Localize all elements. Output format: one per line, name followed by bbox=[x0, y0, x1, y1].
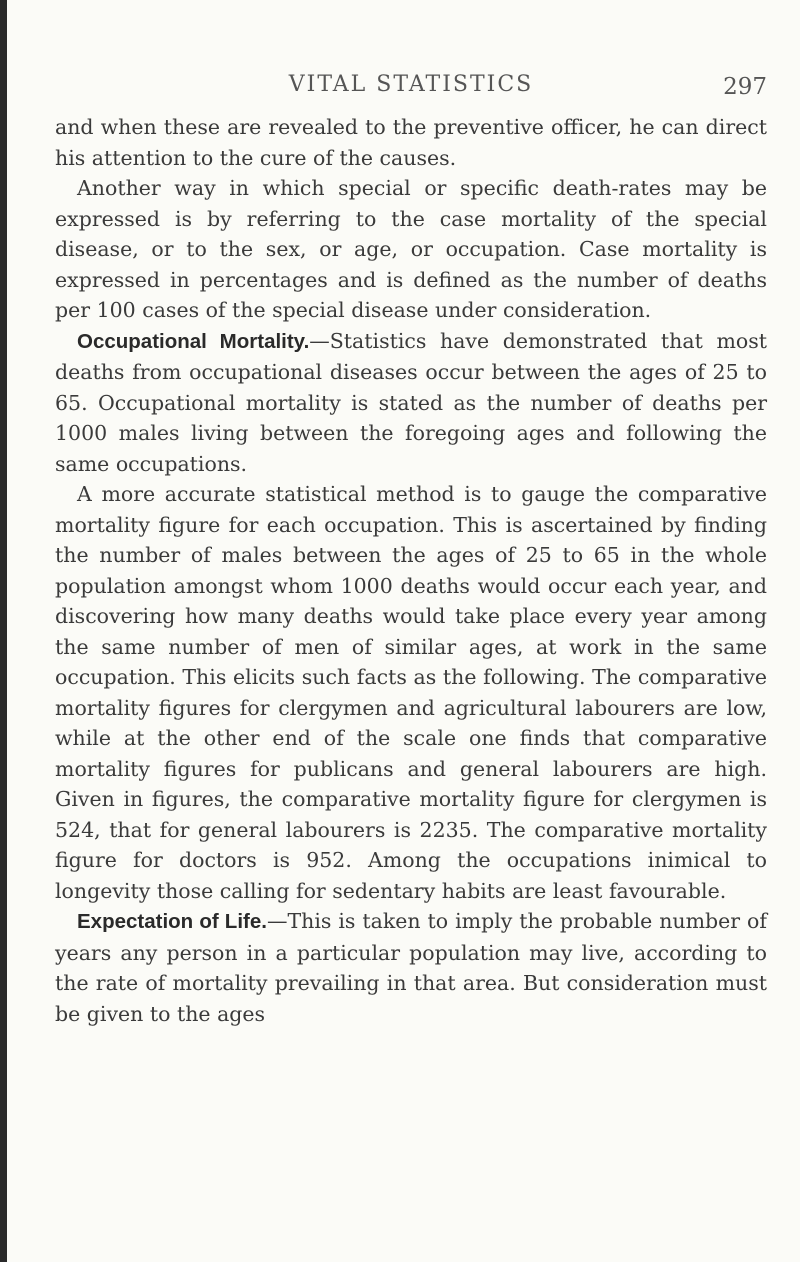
page-header bbox=[55, 72, 767, 112]
paragraph-text: A more accurate statistical method is to gauge the comparative mortality figure for each occupation. This is ascertained by finding the number of males between the ages of 25 to 65 in the whole population amongst whom 1000 deaths would occur each year, and discovering how many deaths would take place every year among the same number of men of similar ages, at work in the same occupation. This elicits such facts as the following. The comparative mortality figures for clergymen and agricultural labourers are low, while at the other end of the scale one finds that comparative mortality figures for publicans and general labourers are high. Given in figures, the comparative mortality figure for clergymen is 524, that for general labourers is 2235. The comparative mortality figure for doctors is 952. Among the occupations inimical to longevity those calling for sedentary habits are least favourable. bbox=[55, 482, 767, 903]
page-number: 297 bbox=[723, 74, 767, 100]
section-heading-occupational-mortality: Occupational Mortality. bbox=[77, 329, 310, 353]
paragraph-expectation-of-life bbox=[55, 906, 767, 1029]
paragraph-occupational-mortality bbox=[55, 326, 767, 480]
section-heading-expectation-of-life: Expectation of Life. bbox=[77, 910, 267, 933]
paragraph-text: and when these are revealed to the preventive officer, he can direct his attention to the cure of the causes. bbox=[55, 115, 767, 170]
paragraph-continuation bbox=[55, 112, 767, 173]
book-page bbox=[55, 72, 767, 1029]
paragraph-text: —This is taken to imply the probable number of years any person in a particular population may live, according to the rate of mortality prevailing in that area. But consideration must be given to the ages bbox=[55, 909, 767, 1026]
body-text bbox=[55, 112, 767, 1029]
paragraph-case-mortality bbox=[55, 173, 767, 326]
page-binding-edge bbox=[0, 0, 7, 1262]
paragraph-comparative-mortality bbox=[55, 479, 767, 906]
paragraph-text: —Statistics have demonstrated that most deaths from occupational diseases occur between the ages of 25 to 65. Occupational mortality is stated as the number of deaths per 1000 males living between the foregoing ages and following the same occupations. bbox=[55, 328, 767, 476]
paragraph-text: Another way in which special or specific death-rates may be expressed is by referring to the case mortality of the special disease, or to the sex, or age, or occupation. Case mortality is expressed in percentages and is defined as the number of deaths per 100 cases of the special disease under consideration. bbox=[55, 176, 767, 322]
running-head: VITAL STATISTICS bbox=[288, 72, 534, 97]
